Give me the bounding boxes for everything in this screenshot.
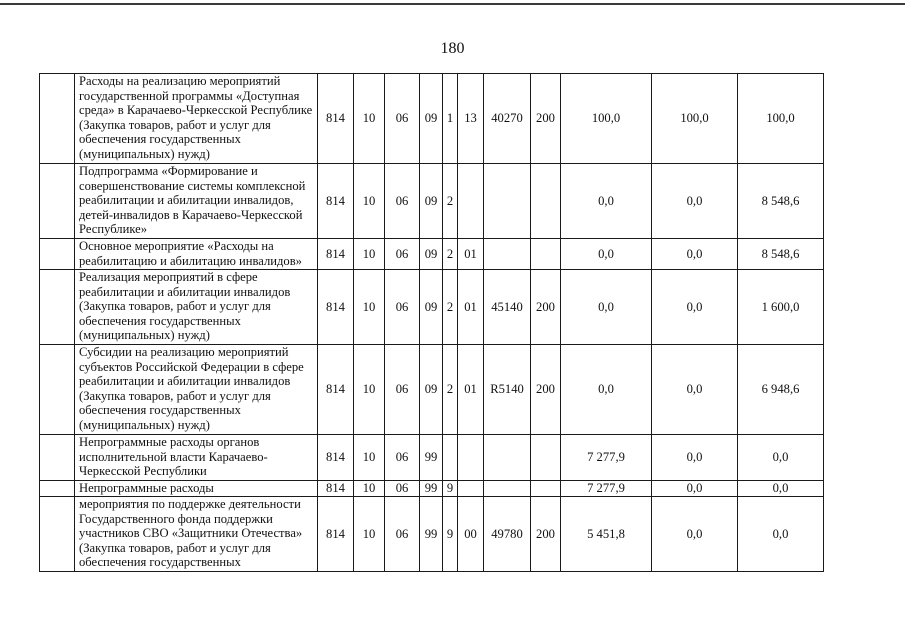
expense-type-code: 200 [531, 74, 561, 164]
expense-name: Основное мероприятие «Расходы на реабилитацию и абилитацию инвалидов» [75, 239, 318, 270]
row-index-cell [40, 435, 75, 481]
amount-year-3: 0,0 [738, 435, 824, 481]
budget-table [39, 73, 824, 572]
amount-year-2: 0,0 [652, 239, 738, 270]
main-activity-code: 01 [458, 239, 484, 270]
ved-code: 814 [318, 270, 354, 345]
main-activity-code [458, 481, 484, 497]
subsection-code: 06 [385, 435, 420, 481]
subsection-code: 06 [385, 481, 420, 497]
program-code: 09 [420, 74, 443, 164]
amount-year-1: 0,0 [561, 164, 652, 239]
amount-year-1: 7 277,9 [561, 481, 652, 497]
row-index-cell [40, 481, 75, 497]
expense-name: Реализация мероприятий в сфере реабилитации и абилитации инвалидов (Закупка товаров, работ и услуг для обеспечения государственных (муниципальных) нужд) [75, 270, 318, 345]
section-code: 10 [354, 497, 385, 572]
page-number: 180 [440, 40, 465, 57]
amount-year-1: 0,0 [561, 345, 652, 435]
section-code: 10 [354, 270, 385, 345]
ved-code: 814 [318, 345, 354, 435]
section-code: 10 [354, 164, 385, 239]
program-code: 09 [420, 270, 443, 345]
amount-year-1: 100,0 [561, 74, 652, 164]
expense-name: Субсидии на реализацию мероприятий субъектов Российской Федерации в сфере реабилитации и абилитации инвалидов (Закупка товаров, работ и услуг для обеспечения государственных (муниципальных) нужд) [75, 345, 318, 435]
direction-code [484, 239, 531, 270]
program-code: 09 [420, 164, 443, 239]
direction-code [484, 481, 531, 497]
amount-year-3: 0,0 [738, 497, 824, 572]
main-activity-code [458, 164, 484, 239]
amount-year-3: 0,0 [738, 481, 824, 497]
amount-year-2: 0,0 [652, 164, 738, 239]
expense-name: Подпрограмма «Формирование и совершенствование системы комплексной реабилитации и абилитации инвалидов, детей-инвалидов в Карачаево-Черкесской Республике» [75, 164, 318, 239]
direction-code: R5140 [484, 345, 531, 435]
scan-top-border [0, 3, 905, 5]
table-row [40, 164, 824, 239]
amount-year-1: 0,0 [561, 239, 652, 270]
main-activity-code: 01 [458, 345, 484, 435]
amount-year-3: 8 548,6 [738, 164, 824, 239]
table-row [40, 270, 824, 345]
amount-year-1: 7 277,9 [561, 435, 652, 481]
row-index-cell [40, 74, 75, 164]
amount-year-1: 5 451,8 [561, 497, 652, 572]
direction-code: 40270 [484, 74, 531, 164]
amount-year-2: 0,0 [652, 270, 738, 345]
amount-year-2: 0,0 [652, 435, 738, 481]
subprogram-code: 9 [443, 497, 458, 572]
program-code: 99 [420, 497, 443, 572]
expense-type-code: 200 [531, 497, 561, 572]
subsection-code: 06 [385, 164, 420, 239]
expense-type-code [531, 481, 561, 497]
amount-year-3: 100,0 [738, 74, 824, 164]
ved-code: 814 [318, 497, 354, 572]
program-code: 99 [420, 435, 443, 481]
section-code: 10 [354, 481, 385, 497]
row-index-cell [40, 270, 75, 345]
expense-name: Расходы на реализацию мероприятий государственной программы «Доступная среда» в Карачаево-Черкесской Республике (Закупка товаров, работ и услуг для обеспечения государственных (муниципальных) нужд) [75, 74, 318, 164]
program-code: 99 [420, 481, 443, 497]
expense-type-code [531, 164, 561, 239]
amount-year-2: 0,0 [652, 497, 738, 572]
expense-type-code: 200 [531, 270, 561, 345]
section-code: 10 [354, 345, 385, 435]
direction-code [484, 435, 531, 481]
amount-year-2: 100,0 [652, 74, 738, 164]
subprogram-code: 2 [443, 239, 458, 270]
expense-name: мероприятия по поддержке деятельности Государственного фонда поддержки участников СВО «Защитники Отечества» (Закупка товаров, работ и услуг для обеспечения государственных [75, 497, 318, 572]
ved-code: 814 [318, 481, 354, 497]
main-activity-code: 01 [458, 270, 484, 345]
section-code: 10 [354, 239, 385, 270]
amount-year-3: 1 600,0 [738, 270, 824, 345]
table-row [40, 497, 824, 572]
subprogram-code [443, 435, 458, 481]
expense-type-code [531, 239, 561, 270]
table-row [40, 435, 824, 481]
ved-code: 814 [318, 164, 354, 239]
ved-code: 814 [318, 74, 354, 164]
subprogram-code: 2 [443, 164, 458, 239]
subprogram-code: 2 [443, 345, 458, 435]
subprogram-code: 9 [443, 481, 458, 497]
subsection-code: 06 [385, 270, 420, 345]
direction-code: 45140 [484, 270, 531, 345]
amount-year-2: 0,0 [652, 481, 738, 497]
row-index-cell [40, 345, 75, 435]
program-code: 09 [420, 239, 443, 270]
amount-year-3: 6 948,6 [738, 345, 824, 435]
amount-year-1: 0,0 [561, 270, 652, 345]
expense-name: Непрограммные расходы органов исполнительной власти Карачаево-Черкесской Республики [75, 435, 318, 481]
expense-name: Непрограммные расходы [75, 481, 318, 497]
section-code: 10 [354, 74, 385, 164]
subsection-code: 06 [385, 497, 420, 572]
subprogram-code: 1 [443, 74, 458, 164]
table-row [40, 481, 824, 497]
table-row [40, 74, 824, 164]
subsection-code: 06 [385, 74, 420, 164]
expense-type-code: 200 [531, 345, 561, 435]
section-code: 10 [354, 435, 385, 481]
ved-code: 814 [318, 239, 354, 270]
amount-year-3: 8 548,6 [738, 239, 824, 270]
expense-type-code [531, 435, 561, 481]
main-activity-code [458, 435, 484, 481]
subsection-code: 06 [385, 239, 420, 270]
subsection-code: 06 [385, 345, 420, 435]
amount-year-2: 0,0 [652, 345, 738, 435]
program-code: 09 [420, 345, 443, 435]
direction-code: 49780 [484, 497, 531, 572]
main-activity-code: 13 [458, 74, 484, 164]
row-index-cell [40, 239, 75, 270]
subprogram-code: 2 [443, 270, 458, 345]
main-activity-code: 00 [458, 497, 484, 572]
table-row [40, 345, 824, 435]
ved-code: 814 [318, 435, 354, 481]
direction-code [484, 164, 531, 239]
row-index-cell [40, 497, 75, 572]
row-index-cell [40, 164, 75, 239]
table-row [40, 239, 824, 270]
